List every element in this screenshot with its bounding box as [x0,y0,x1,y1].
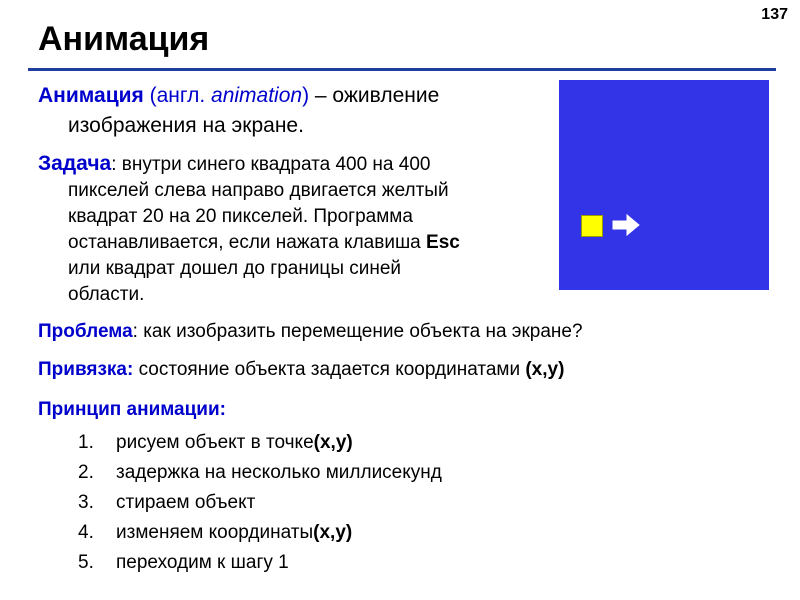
step-number: 5. [78,552,94,573]
problem-line [38,320,583,344]
binding-coords: (x,y) [525,359,565,380]
task-paragraph [38,151,538,308]
step-item [78,518,442,548]
task-line-2: пикселей слева направо двигается желтый [68,180,449,201]
task-colon: : [111,154,117,175]
task-line-3: квадрат 20 на 20 пикселей. Программа [68,206,413,227]
binding-text: состояние объекта задается координатами [133,359,526,380]
principle-steps [78,428,442,578]
step-number: 1. [78,432,94,453]
principle-label: Принцип анимации: [38,399,226,420]
binding-label: Привязка: [38,359,134,380]
slide-title: Анимация [38,20,210,58]
right-arrow-icon [611,212,641,238]
step-number: 4. [78,522,94,543]
definition-paren-open: (англ. [143,84,212,107]
step-number: 3. [78,492,94,513]
principle-heading [38,398,226,422]
blue-field [559,80,769,290]
step-item [78,458,442,488]
step-item [78,488,442,518]
problem-text: : как изобразить перемещение объекта на экране? [132,321,583,342]
step-item [78,548,442,578]
definition-text-line2: изображения на экране. [68,114,304,137]
step-text: стираем объект [116,492,256,513]
title-divider [28,68,776,71]
yellow-square [581,215,603,237]
page-number: 137 [761,6,788,23]
step-text: рисуем объект в точке [116,432,314,453]
task-line-4: останавливается, если нажата клавиша [68,232,427,253]
definition-term: Анимация [38,84,144,107]
binding-line [38,358,564,382]
definition-english: animation [211,84,303,107]
step-coords: (x,y) [313,522,353,543]
task-line-1: внутри синего квадрата 400 на 400 [116,154,431,175]
step-text: изменяем координаты [116,522,314,543]
task-line-5: или квадрат дошел до границы синей [68,258,402,279]
step-number: 2. [78,462,94,483]
task-line-6: области. [68,284,145,305]
step-text: переходим к шагу 1 [116,552,289,573]
problem-label: Проблема [38,321,133,342]
definition-text-line1: – оживление [309,84,440,107]
definition-paren-close: ) [302,84,310,107]
step-text: задержка на несколько миллисекунд [116,462,442,483]
definition-paragraph [38,81,538,141]
step-coords: (x,y) [313,432,353,453]
task-label: Задача [38,152,112,175]
task-key-esc: Esc [426,232,460,253]
step-item [78,428,442,458]
